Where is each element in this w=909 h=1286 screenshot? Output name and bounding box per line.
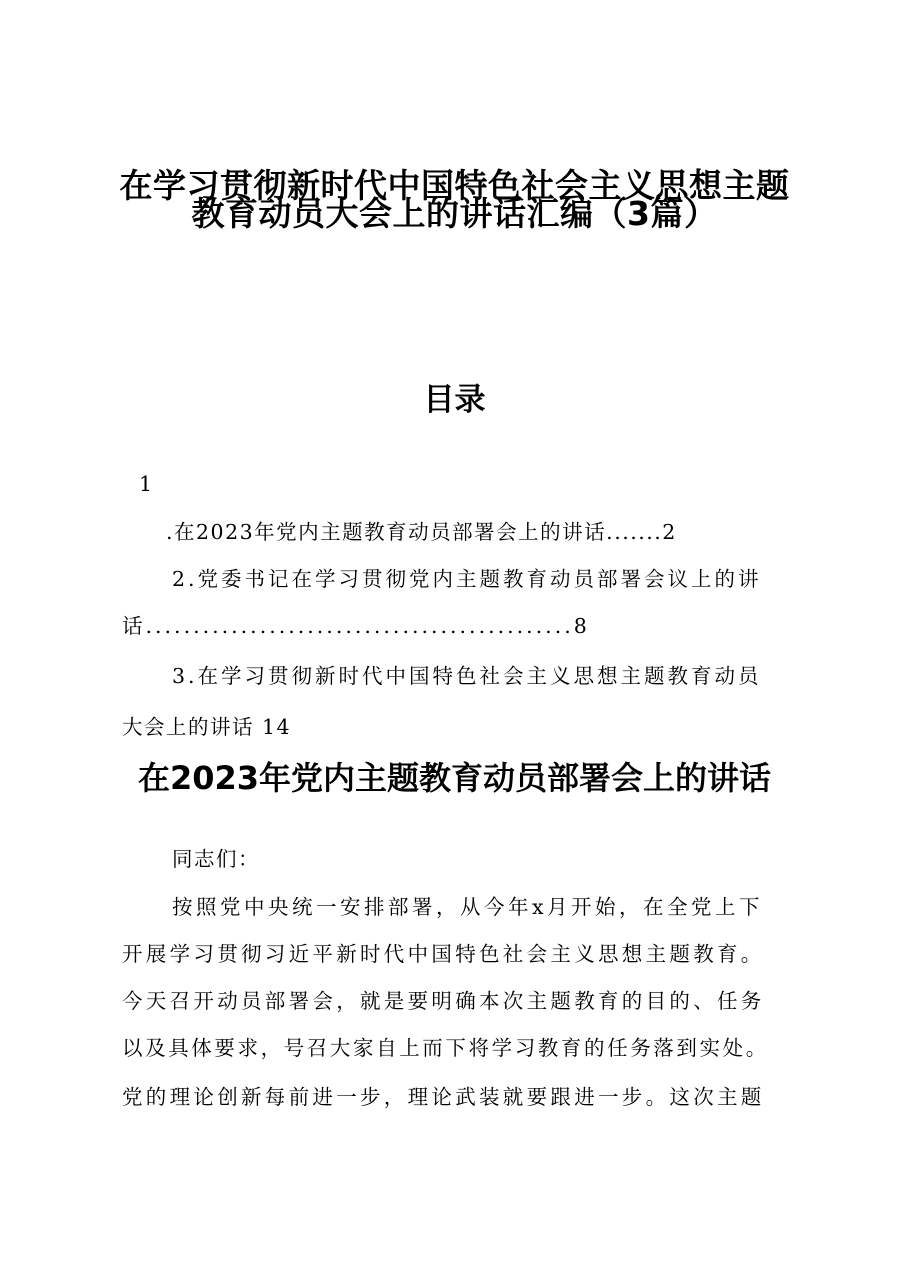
toc-marker: 1 — [139, 472, 154, 496]
toc-heading: 目录 — [423, 382, 486, 418]
body-line-2: 开展学习贯彻习近平新时代中国特色社会主义思想主题教育。 — [122, 942, 765, 966]
document-title-line-1: 在学习贯彻新时代中国特色社会主义思想主题 — [119, 166, 790, 205]
greeting: 同志们： — [172, 847, 260, 871]
toc-item-3-line-2[interactable]: 大会上的讲话 14 — [122, 715, 292, 739]
body-line-3: 今天召开动员部署会，就是要明确本次主题教育的目的、任务 — [122, 989, 765, 1013]
toc-item-2-line-2[interactable]: 话.............................................8 — [122, 614, 590, 638]
toc-item-2-line-1[interactable]: 2.党委书记在学习贯彻党内主题教育动员部署会议上的讲 — [172, 567, 762, 591]
document-title-line-2: 教育动员大会上的讲话汇编（3篇） — [191, 194, 718, 233]
body-line-1: 按照党中央统一安排部署，从今年x月开始，在全党上下 — [172, 895, 764, 919]
body-line-4: 以及具体要求，号召大家自上而下将学习教育的任务落到实处。 — [122, 1036, 769, 1060]
toc-item-1[interactable]: .在2023年党内主题教育动员部署会上的讲话.......2 — [166, 520, 677, 544]
body-line-5: 党的理论创新每前进一步，理论武装就要跟进一步。这次主题 — [122, 1085, 765, 1109]
section-title: 在2023年党内主题教育动员部署会上的讲话 — [137, 759, 772, 797]
toc-item-3-line-1[interactable]: 3.在学习贯彻新时代中国特色社会主义思想主题教育动员 — [172, 664, 762, 688]
